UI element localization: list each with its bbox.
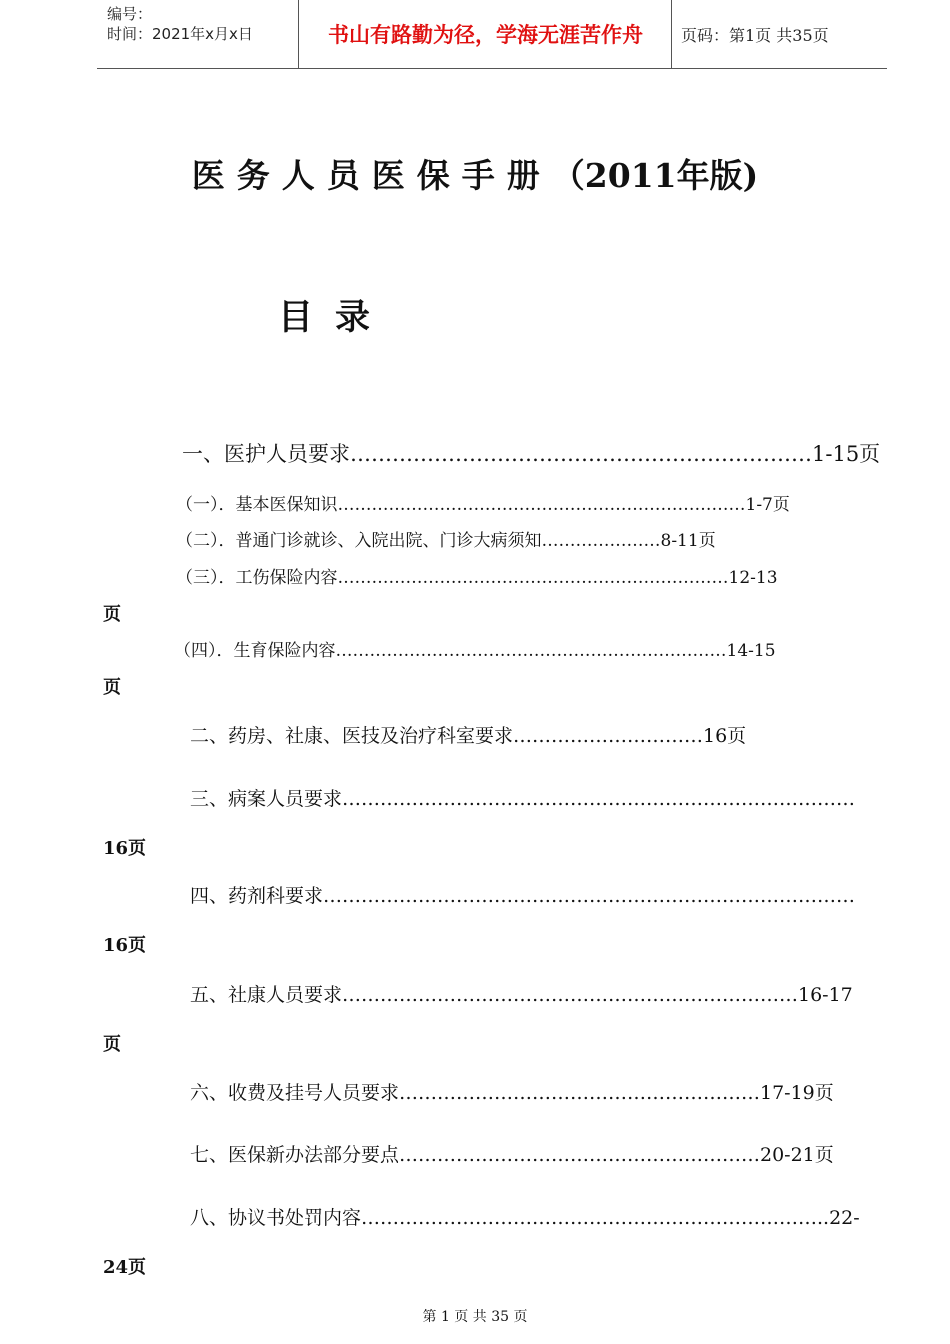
toc-entry-wrap: 页 (103, 677, 121, 698)
title-main: 医务人员医保手册 (191, 156, 552, 195)
toc-entry-wrap: 16页 (103, 935, 147, 956)
header-motto: 书山有路勤为径，学海无涯苦作舟 (328, 22, 643, 47)
toc-entry: 七、医保新办法部分要点…………………………………………………20-21页 (190, 1144, 834, 1166)
toc-entry: 五、社康人员要求………………………………………………………………16-17 (190, 984, 853, 1006)
toc-entry-wrap: 24页 (103, 1257, 147, 1278)
toc-entry: 二、药房、社康、医技及治疗科室要求…………………………16页 (190, 725, 747, 747)
toc-entry: （四）．生育保险内容……………………………………………………………14-15 (174, 641, 776, 661)
toc-entry: 一、医护人员要求…………………………………………………………1-15页 (182, 442, 881, 466)
toc-entry: （二）．普通门诊就诊、入院出院、门诊大病须知…………………8-11页 (176, 531, 716, 551)
toc-entry: （一）．基本医保知识………………………………………………………………1-7页 (176, 495, 790, 515)
document-title (0, 150, 950, 197)
page-header (97, 0, 887, 69)
title-year: （2011年版) (551, 156, 759, 195)
toc-entry: 八、协议书处罚内容………………………………………………………………..22- (190, 1207, 860, 1229)
header-page-info: 页码：第1页 共35页 (681, 25, 829, 45)
toc-entry-wrap: 16页 (103, 838, 147, 859)
toc-entry: 四、药剂科要求………………………………………………………………………… (190, 885, 856, 907)
toc-entry: 三、病案人员要求……………………………………………………………………… (190, 788, 856, 810)
toc-heading: 目录 (278, 297, 393, 338)
page-footer: 第 1 页 共 35 页 (422, 1309, 528, 1325)
header-divider (671, 0, 672, 68)
number-label: 编号： (107, 5, 153, 23)
time-label: 时间：2021年x月x日 (107, 25, 253, 43)
toc-entry: （三）．工伤保险内容……………………………………………………………12-13 (176, 568, 778, 588)
header-meta (107, 4, 253, 44)
toc-entry: 六、收费及挂号人员要求…………………………………………………17-19页 (190, 1082, 834, 1104)
toc-entry-wrap: 页 (103, 604, 121, 625)
toc-entry-wrap: 页 (103, 1034, 121, 1055)
